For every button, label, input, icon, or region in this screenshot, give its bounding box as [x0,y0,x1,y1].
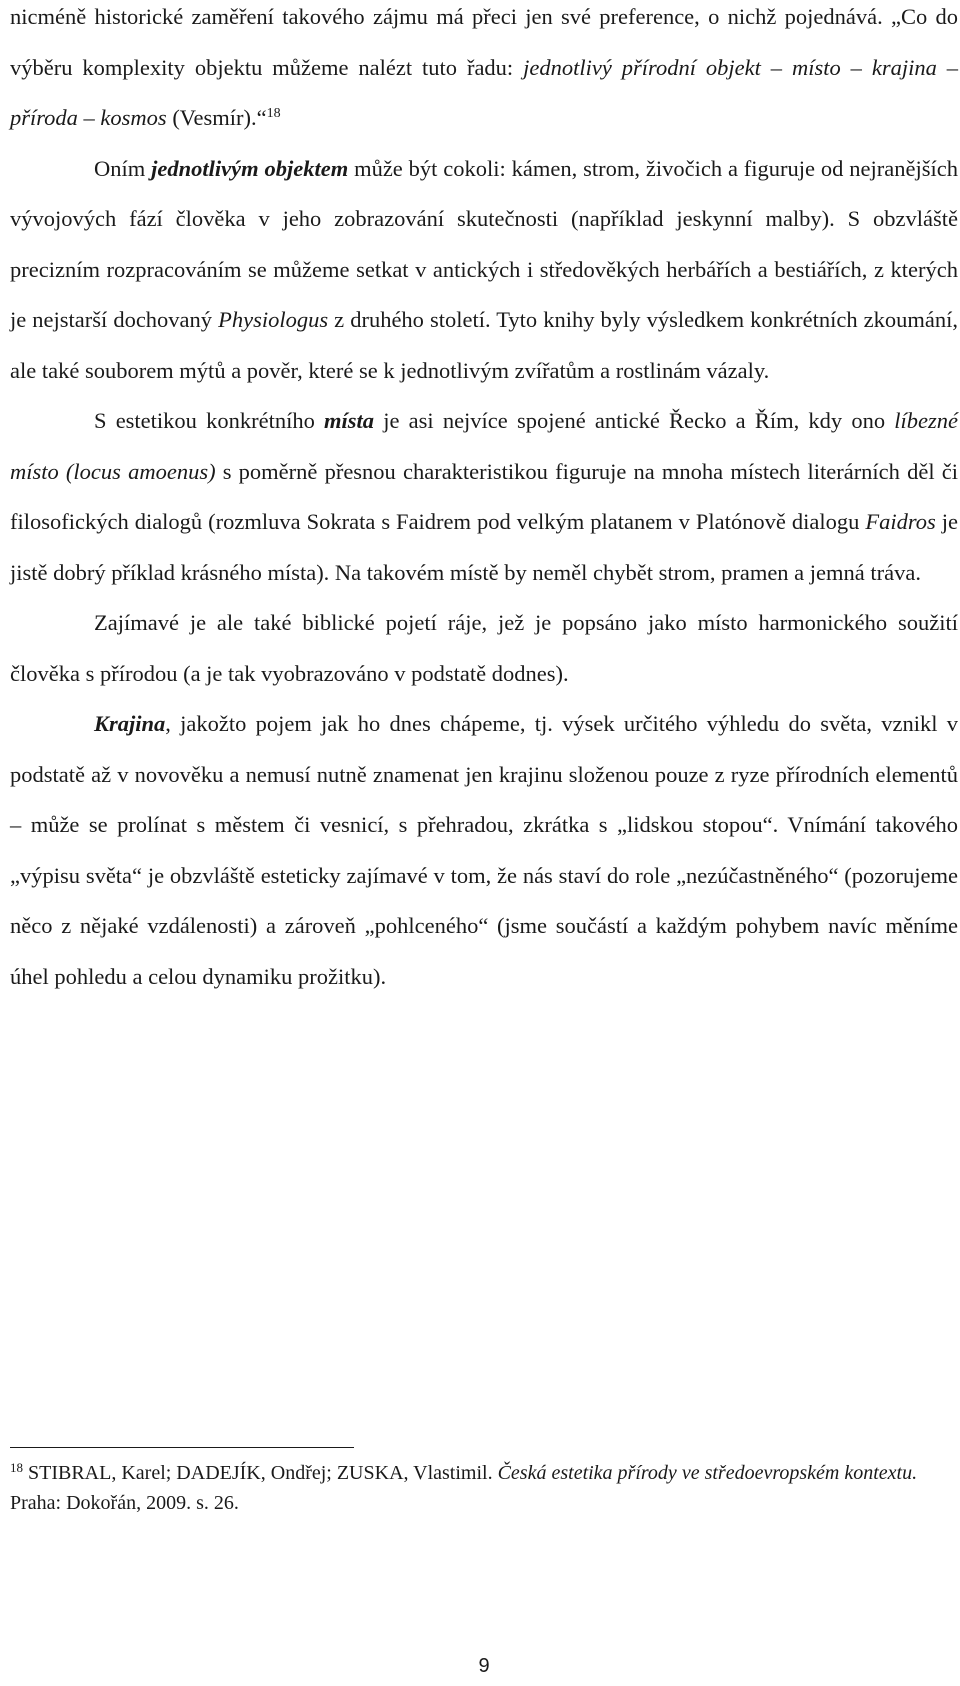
book-title: Faidros [865,509,936,534]
text-run: , jakožto pojem jak ho dnes chápeme, tj. výsek určitého výhledu do světa, vznikl v podstatě až v novověku a nemusí nutně znamenat jen krajinu složenou pouze z ryze přírodních elementů – může se prolínat s městem či vesnicí, s přehradou, zkrátka s „lidskou stopou“. Vnímání takového „výpisu světa“ je obzvláště esteticky zajímavé v tom, že nás staví do role „nezúčastněného“ (pozorujeme něco z nějaké vzdálenosti) a zároveň „pohlceného“ (jsme součástí a každým pohybem navíc měníme úhel pohledu a celou dynamiku prožitku). [10,711,958,989]
paragraph-continued [10,0,958,144]
paragraph-landscape [10,699,958,1002]
footnote-reference[interactable]: 18 [266,106,281,121]
text-run: z druhého století. Tyto knihy byly výsledkem konkrétních zkoumání, ale také souborem mýtů a pověr, které se k jednotlivým zvířatům a rostlinám vázaly. [10,307,958,383]
text-run: je jistě dobrý příklad krásného místa). Na takovém místě by neměl chybět strom, pramen a jemná tráva. [10,509,958,585]
text-run: Zajímavé je ale také biblické pojetí ráje, jež je popsáno jako místo harmonického soužití člověka s přírodou (a je tak vyobrazováno v podstatě dodnes). [10,610,958,686]
italic-sequence: jednotlivý přírodní objekt – místo – krajina – příroda – kosmos [10,54,959,130]
body-text [10,0,958,1002]
text-run: může být cokoli: kámen, strom, živočich a figuruje od nejranějších vývojových fází člověka v jeho zobrazování skutečnosti (například jeskynní malby). S obzvláště precizním rozpracováním se můžeme setkat v antických i středověkých herbářích a bestiářích, z kterých je nejstarší dochovaný [10,155,958,332]
key-term: jednotlivým objektem [151,155,349,181]
footnote-number: 18 [10,1460,23,1475]
footnote-authors: STIBRAL, Karel; DADEJÍK, Ondřej; ZUSKA, Vlastimil. [23,1462,498,1484]
page-number: 9 [478,1655,490,1677]
key-term: místa [324,408,375,433]
text-run: S estetikou konkrétního [94,408,325,433]
paragraph-single-object [10,144,958,397]
footnote-publisher: Praha: Dokořán, 2009. s. 26. [10,1492,239,1514]
italic-phrase: líbezné místo (locus amoenus) [10,408,958,484]
text-line: nicméně historické zaměření takového zájmu má přeci jen své preference, o nichž [10,4,777,29]
footnote-title: Česká estetika přírody ve středoevropském kontextu. [497,1462,918,1484]
document-page [10,0,958,1686]
paragraph-place [10,396,958,598]
footnote [10,1458,958,1518]
key-term: Krajina [94,711,166,736]
text-run: Oním [94,155,152,181]
text-run: s poměrně přesnou charakteristikou figuruje na mnoha místech literárních děl či filosofických dialogů (rozmluva Sokrata s Faidrem pod velkým platanem v Platónově dialogu [10,458,958,534]
footnote-separator [10,1447,354,1448]
text-run: (Vesmír).“ [166,105,267,130]
paragraph-paradise [10,598,958,699]
book-title: Physiologus [218,307,329,332]
text-line: pojednává. „Co do výběru komplexity objektu můžeme nalézt tuto řadu: [10,4,958,80]
text-run: je asi nejvíce spojené antické Řecko a Řím, kdy ono [374,408,895,433]
